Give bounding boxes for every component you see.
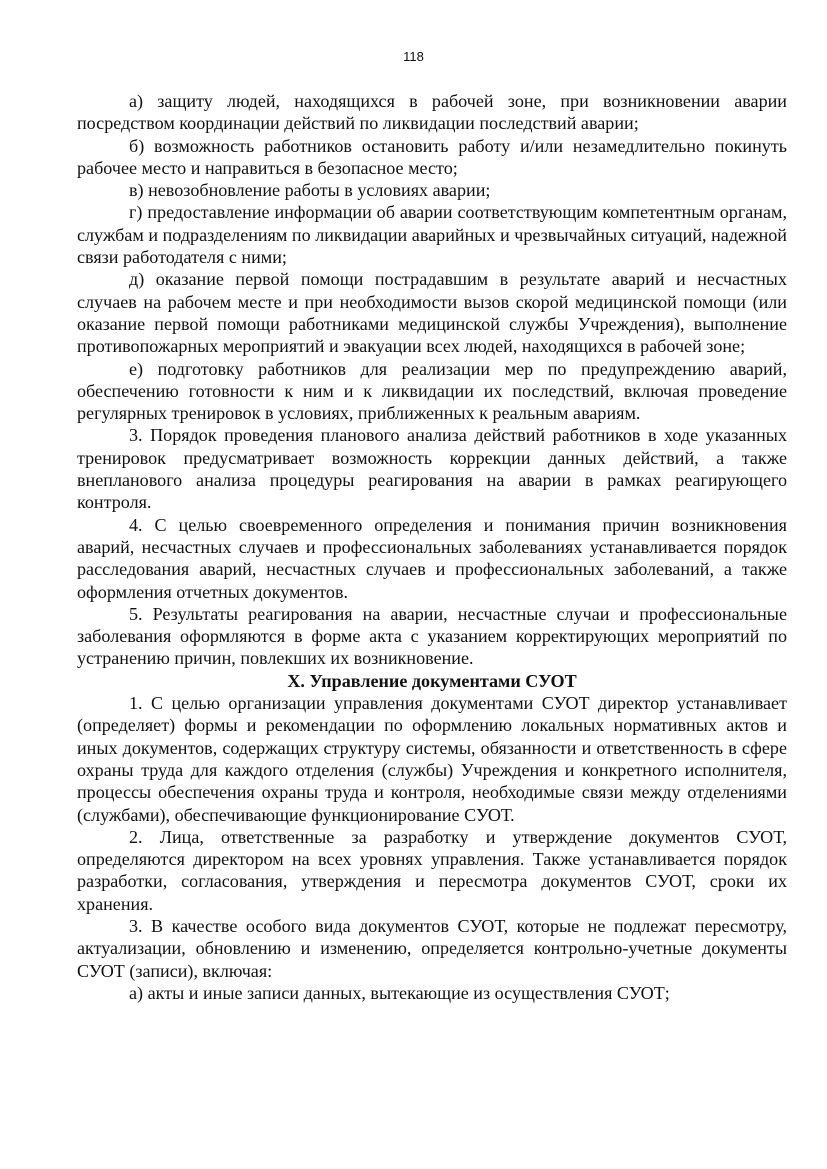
paragraph-section10-point-1: 1. С целью организации управления документами СУОТ директор устанавливает (определяет) формы и рекомендации по оформлению локальных нормативных актов и иных документов, содержащих структуру системы, обязанности и ответственность в сфере охраны труда для каждого отделения (службы) Учреждения и конкретного исполнителя, процессы обеспечения охраны труда и контроля, необходимые связи между отделениями (службами), обеспечивающие функционирование СУОТ. bbox=[77, 693, 787, 825]
page-body bbox=[77, 90, 787, 1004]
paragraph-section10-item-a: а) акты и иные записи данных, вытекающие из осуществления СУОТ; bbox=[129, 982, 670, 1003]
paragraph-section10-point-2: 2. Лица, ответственные за разработку и утверждение документов СУОТ, определяются директором на всех уровнях управления. Также устанавливается порядок разработки, согласования, утверждения и пересмотра документов СУОТ, сроки их хранения. bbox=[77, 826, 787, 914]
paragraph-item-b-stop-work: б) возможность работников остановить работу и/или незамедлительно покинуть рабочее место и направиться в безопасное место; bbox=[77, 135, 787, 178]
paragraph-point-4-investigation: 4. С целью своевременного определения и понимания причин возникновения аварий, несчастных случаев и профессиональных заболеваниях устанавливается порядок расследования аварий, несчастных случаев и профессиональных заболеваний, а также оформления отчетных документов. bbox=[77, 514, 787, 602]
paragraph-point-3-analysis: 3. Порядок проведения планового анализа действий работников в ходе указанных тренировок предусматривает возможность коррекции данных действий, а также внепланового анализа процедуры реагирования на аварии в рамках реагирующего контроля. bbox=[77, 425, 787, 513]
paragraph-item-g-information: г) предоставление информации об аварии соответствующим компетентным органам, службам и подразделениям по ликвидации аварийных и чрезвычайных ситуаций, надежной связи работодателя с ними; bbox=[77, 202, 787, 268]
paragraph-item-v-no-resume: в) невозобновление работы в условиях аварии; bbox=[129, 180, 491, 201]
paragraph-section10-point-3: 3. В качестве особого вида документов СУОТ, которые не подлежат пересмотру, актуализации, обновлению и изменению, определяется контрольно-учетные документы СУОТ (записи), включая: bbox=[77, 915, 787, 981]
paragraph-item-a-protection: а) защиту людей, находящихся в рабочей зоне, при возникновении аварии посредством координации действий по ликвидации последствий аварии; bbox=[77, 91, 787, 134]
paragraph-item-e-training: е) подготовку работников для реализации мер по предупреждению аварий, обеспечению готовности к ним и к ликвидации их последствий, включая проведение регулярных тренировок в условиях, приближенных к реальным авариям. bbox=[77, 358, 787, 424]
paragraph-point-5-results: 5. Результаты реагирования на аварии, несчастные случаи и профессиональные заболевания оформляются в форме акта с указанием корректирующих мероприятий по устранению причин, повлекших их возникновение. bbox=[77, 603, 787, 669]
page-number: 118 bbox=[403, 49, 424, 64]
section-heading: X. Управление документами СУОТ bbox=[287, 670, 577, 691]
paragraph-item-d-first-aid: д) оказание первой помощи пострадавшим в результате аварий и несчастных случаев на рабочем месте и при необходимости вызов скорой медицинской помощи (или оказание первой помощи работниками медицинской службы Учреждения), выполнение противопожарных мероприятий и эвакуации всех людей, находящихся в рабочей зоне; bbox=[77, 269, 787, 357]
